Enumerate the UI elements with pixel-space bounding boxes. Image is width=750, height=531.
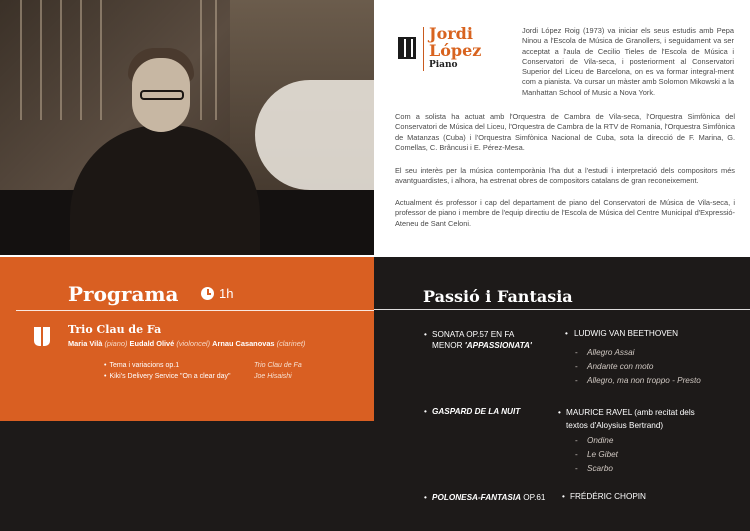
work-title: • POLONESA-FANTASIA OP.61 xyxy=(424,493,546,502)
programa-title: Programa xyxy=(68,282,179,306)
movement-item: - Andante con moto xyxy=(575,362,654,371)
clock-icon xyxy=(201,287,214,300)
performer-instrument: (violoncel) xyxy=(176,339,211,348)
performers-line xyxy=(68,339,305,348)
piece-item: • Tema i variacions op.1 xyxy=(104,362,180,369)
movement-item: - Allegro, ma non troppo - Presto xyxy=(575,376,701,385)
piece-composer: Joe Hisaishi xyxy=(254,373,292,380)
work-title: • GASPARD DE LA NUIT xyxy=(424,407,521,416)
performer-name: Eudald Olivé xyxy=(129,339,175,348)
composer-name: • MAURICE RAVEL (amb recitat dels textos d'Aloysius Bertrand) xyxy=(558,408,695,430)
ensemble-logo-icon xyxy=(34,327,50,346)
piece-composer: Trio Clau de Fa xyxy=(254,362,302,369)
programa-divider xyxy=(16,310,374,311)
performer-instrument: (clarinet) xyxy=(276,339,306,348)
composer-name: • FRÉDÉRIC CHOPIN xyxy=(562,492,646,501)
artist-last-name: López xyxy=(429,41,482,60)
ensemble-name: Trio Clau de Fa xyxy=(68,323,162,336)
passio-divider xyxy=(374,309,750,310)
movement-item: - Le Gibet xyxy=(575,450,618,459)
bio-paragraph-4: Actualment és professor i cap del departament de piano del Conservatori de Música de Vila-seca, i professor de piano i membre de l'equip directiu de l'Escola de Música del Centre Municipal d'Expressió-Ateneu de Sant Celoni. xyxy=(395,198,735,228)
composer-name: • LUDWIG VAN BEETHOVEN xyxy=(565,329,679,338)
programa-duration: 1h xyxy=(219,286,234,301)
bio-paragraph-2: Com a solista ha actuat amb l'Orquestra de Cambra de Vila-seca, l'Orquestra Simfònica del Conservatori de Música del Liceu, l'Orquestra de Cambra de la RTV de Romania, l'Orquestra Simfònica de Matanzas (Cuba) i l'Orquestra Simfònica Nacional de Cuba, sota la direcció de F. Marina, G. Comellas, C. Brâncusi i E. Pérez-Mesa. xyxy=(395,112,735,152)
bio-paragraph-3: El seu interès per la música contemporània l'ha dut a l'estudi i interpretació dels compositors més avantguardistes, i alhora, ha estrenat obres de compositors catalans de gran reconeixement. xyxy=(395,166,735,186)
pianist-photo xyxy=(0,0,374,255)
movement-item: - Ondine xyxy=(575,436,614,445)
passio-title: Passió i Fantasia xyxy=(423,287,573,306)
piece-title: Tema i variacions op.1 xyxy=(109,362,180,369)
movement-item: - Scarbo xyxy=(575,464,613,473)
movement-item: - Allegro Assai xyxy=(575,348,635,357)
bio-paragraph-1: Jordi López Roig (1973) va iniciar els seus estudis amb Pepa Ninou a l'Escola de Música de Granollers, i seguidament va ser acceptat a l'aula de Cecilio Tieles de l'Escola de Música i Conservatori de Vila-seca, i posteriorment al Conservatori Superior del Liceu de Barcelona, on es va formar integral-ment com a pianista. Va cursar un màster amb Solomon Mikowski a la Manhattan School of Music a Nova York. xyxy=(522,26,734,97)
artist-first-name: Jordi xyxy=(429,24,473,43)
piano-keys-icon xyxy=(398,37,416,59)
name-divider xyxy=(423,27,424,71)
piece-title: Kiki's Delivery Service "On a clear day" xyxy=(109,373,231,380)
performer-name: Arnau Casanovas xyxy=(212,339,275,348)
performer-name: Maria Vilà xyxy=(68,339,103,348)
work-title: • SONATA OP.57 EN FA MENOR 'APPASSIONATA' xyxy=(424,330,532,350)
piece-item: • Kiki's Delivery Service "On a clear day" xyxy=(104,373,231,380)
artist-role: Piano xyxy=(429,60,458,70)
performer-instrument: (piano) xyxy=(104,339,128,348)
